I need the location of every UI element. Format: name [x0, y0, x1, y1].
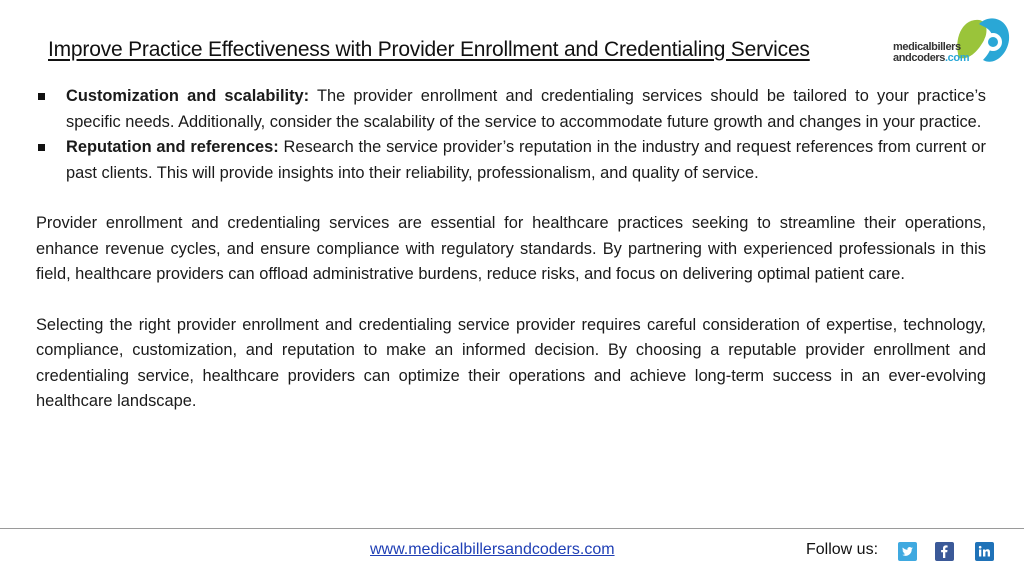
follow-us-label: Follow us:: [806, 541, 879, 558]
square-bullet-icon: [38, 144, 45, 151]
paragraph: Selecting the right provider enrollment and credentialing service provider requires careful consideration of expertise, technology, compliance, customization, and reputation to make an informed decision. By choosing a reputable provider enrollment and credentialing service, healthcare providers can optimize their operations and achieve long-term success in an ever-evolving healthcare landscape.: [36, 315, 986, 410]
page-title: Improve Practice Effectiveness with Provider Enrollment and Credentialing Services: [48, 38, 810, 61]
facebook-icon[interactable]: [935, 542, 954, 561]
bullet-list: [36, 84, 986, 186]
bullet-item: [36, 84, 986, 135]
linkedin-icon[interactable]: [975, 542, 994, 561]
bullet-text: Research the service provider’s reputation in the industry and request references from current or past clients. This will provide insights into their reliability, professionalism, and quality of service.: [66, 138, 986, 182]
paragraph: Provider enrollment and credentialing services are essential for healthcare practices seeking to streamline their operations, enhance revenue cycles, and ensure compliance with regulatory standards. By partnering with experienced professionals in this field, healthcare providers can offload administrative burdens, reduce risks, and focus on delivering optimal patient care.: [36, 214, 986, 283]
slide-content: [36, 84, 986, 415]
bullet-heading: Reputation and references:: [66, 138, 279, 156]
square-bullet-icon: [38, 93, 45, 100]
twitter-icon[interactable]: [898, 542, 917, 561]
bullet-heading: Customization and scalability:: [66, 87, 310, 105]
footer-divider: [0, 528, 1024, 529]
company-logo[interactable]: [893, 12, 1015, 72]
website-link[interactable]: www.medicalbillersandcoders.com: [370, 541, 615, 558]
logo-text-line1: medicalbillers: [893, 41, 961, 53]
bullet-text: The provider enrollment and credentialing services should be tailored to your practice’s specific needs. Additionally, consider the scalability of the service to accommodate future growth and changes in your practice.: [66, 87, 986, 131]
logo-text-suffix: .com: [945, 52, 970, 64]
logo-text: [893, 42, 969, 64]
bullet-item: [36, 135, 986, 186]
logo-text-line2: andcoders: [893, 52, 946, 64]
